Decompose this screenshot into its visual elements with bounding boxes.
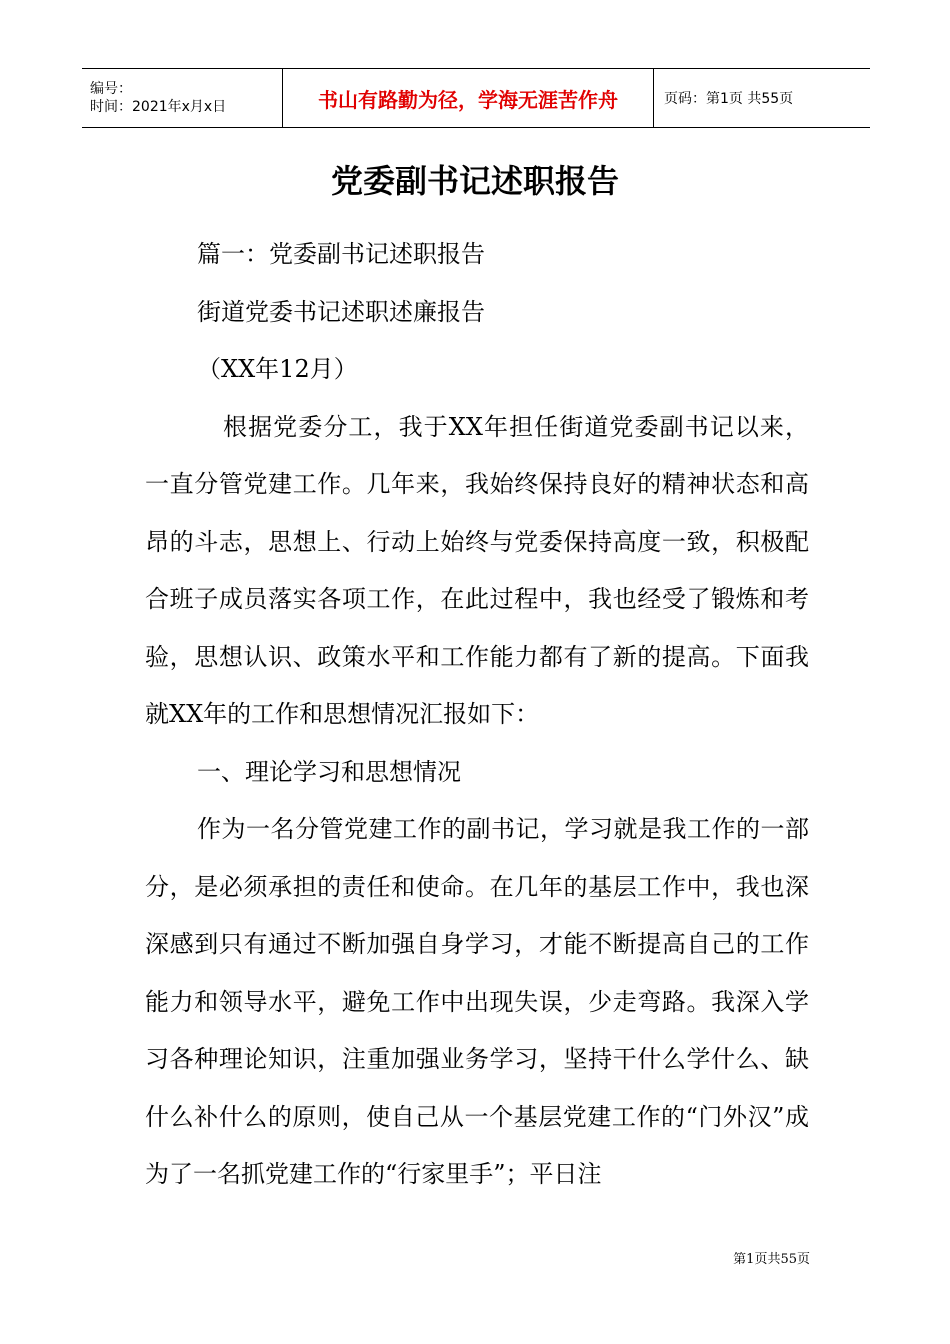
header-motto: 书山有路勤为径，学海无涯苦作舟 (282, 69, 654, 127)
document-time: 时间：2021年x月x日 (90, 99, 227, 115)
document-title: 党委副书记述职报告 (330, 162, 619, 200)
document-body (145, 226, 809, 1204)
page-footer: 第1页共55页 (733, 1252, 810, 1267)
section-heading: 一、理论学习和思想情况 (197, 757, 461, 786)
page-header (82, 68, 870, 128)
header-meta (82, 69, 282, 127)
paragraph-subtitle: 篇一：党委副书记述职报告 (197, 240, 485, 268)
paragraph-intro: 根据党委分工，我于XX年担任街道党委副书记以来，一直分管党建工作。几年来，我始终保持良好的精神状态和高昂的斗志，思想上、行动上始终与党委保持高度一致，积极配合班子成员落实各项工作，在此过程中，我也经受了锻炼和考验，思想认识、政策水平和工作能力都有了新的提高。下面我就XX年的工作和思想情况汇报如下： (145, 412, 809, 728)
header-page-info: 页码：第1页 共55页 (664, 91, 794, 107)
paragraph-study: 作为一名分管党建工作的副书记，学习就是我工作的一部分，是必须承担的责任和使命。在几年的基层工作中，我也深深感到只有通过不断加强自身学习，才能不断提高自己的工作能力和领导水平，避免工作中出现失误，少走弯路。我深入学习各种理论知识，注重加强业务学习，坚持干什么学什么、缺什么补什么的原则，使自己从一个基层党建工作的“门外汉”成为了一名抓党建工作的“行家里手”；平日注 (145, 815, 809, 1188)
paragraph-report-name: 街道党委书记述职述廉报告 (197, 297, 485, 326)
document-number: 编号： (90, 81, 132, 97)
paragraph-date: （XX年12月） (197, 355, 358, 383)
